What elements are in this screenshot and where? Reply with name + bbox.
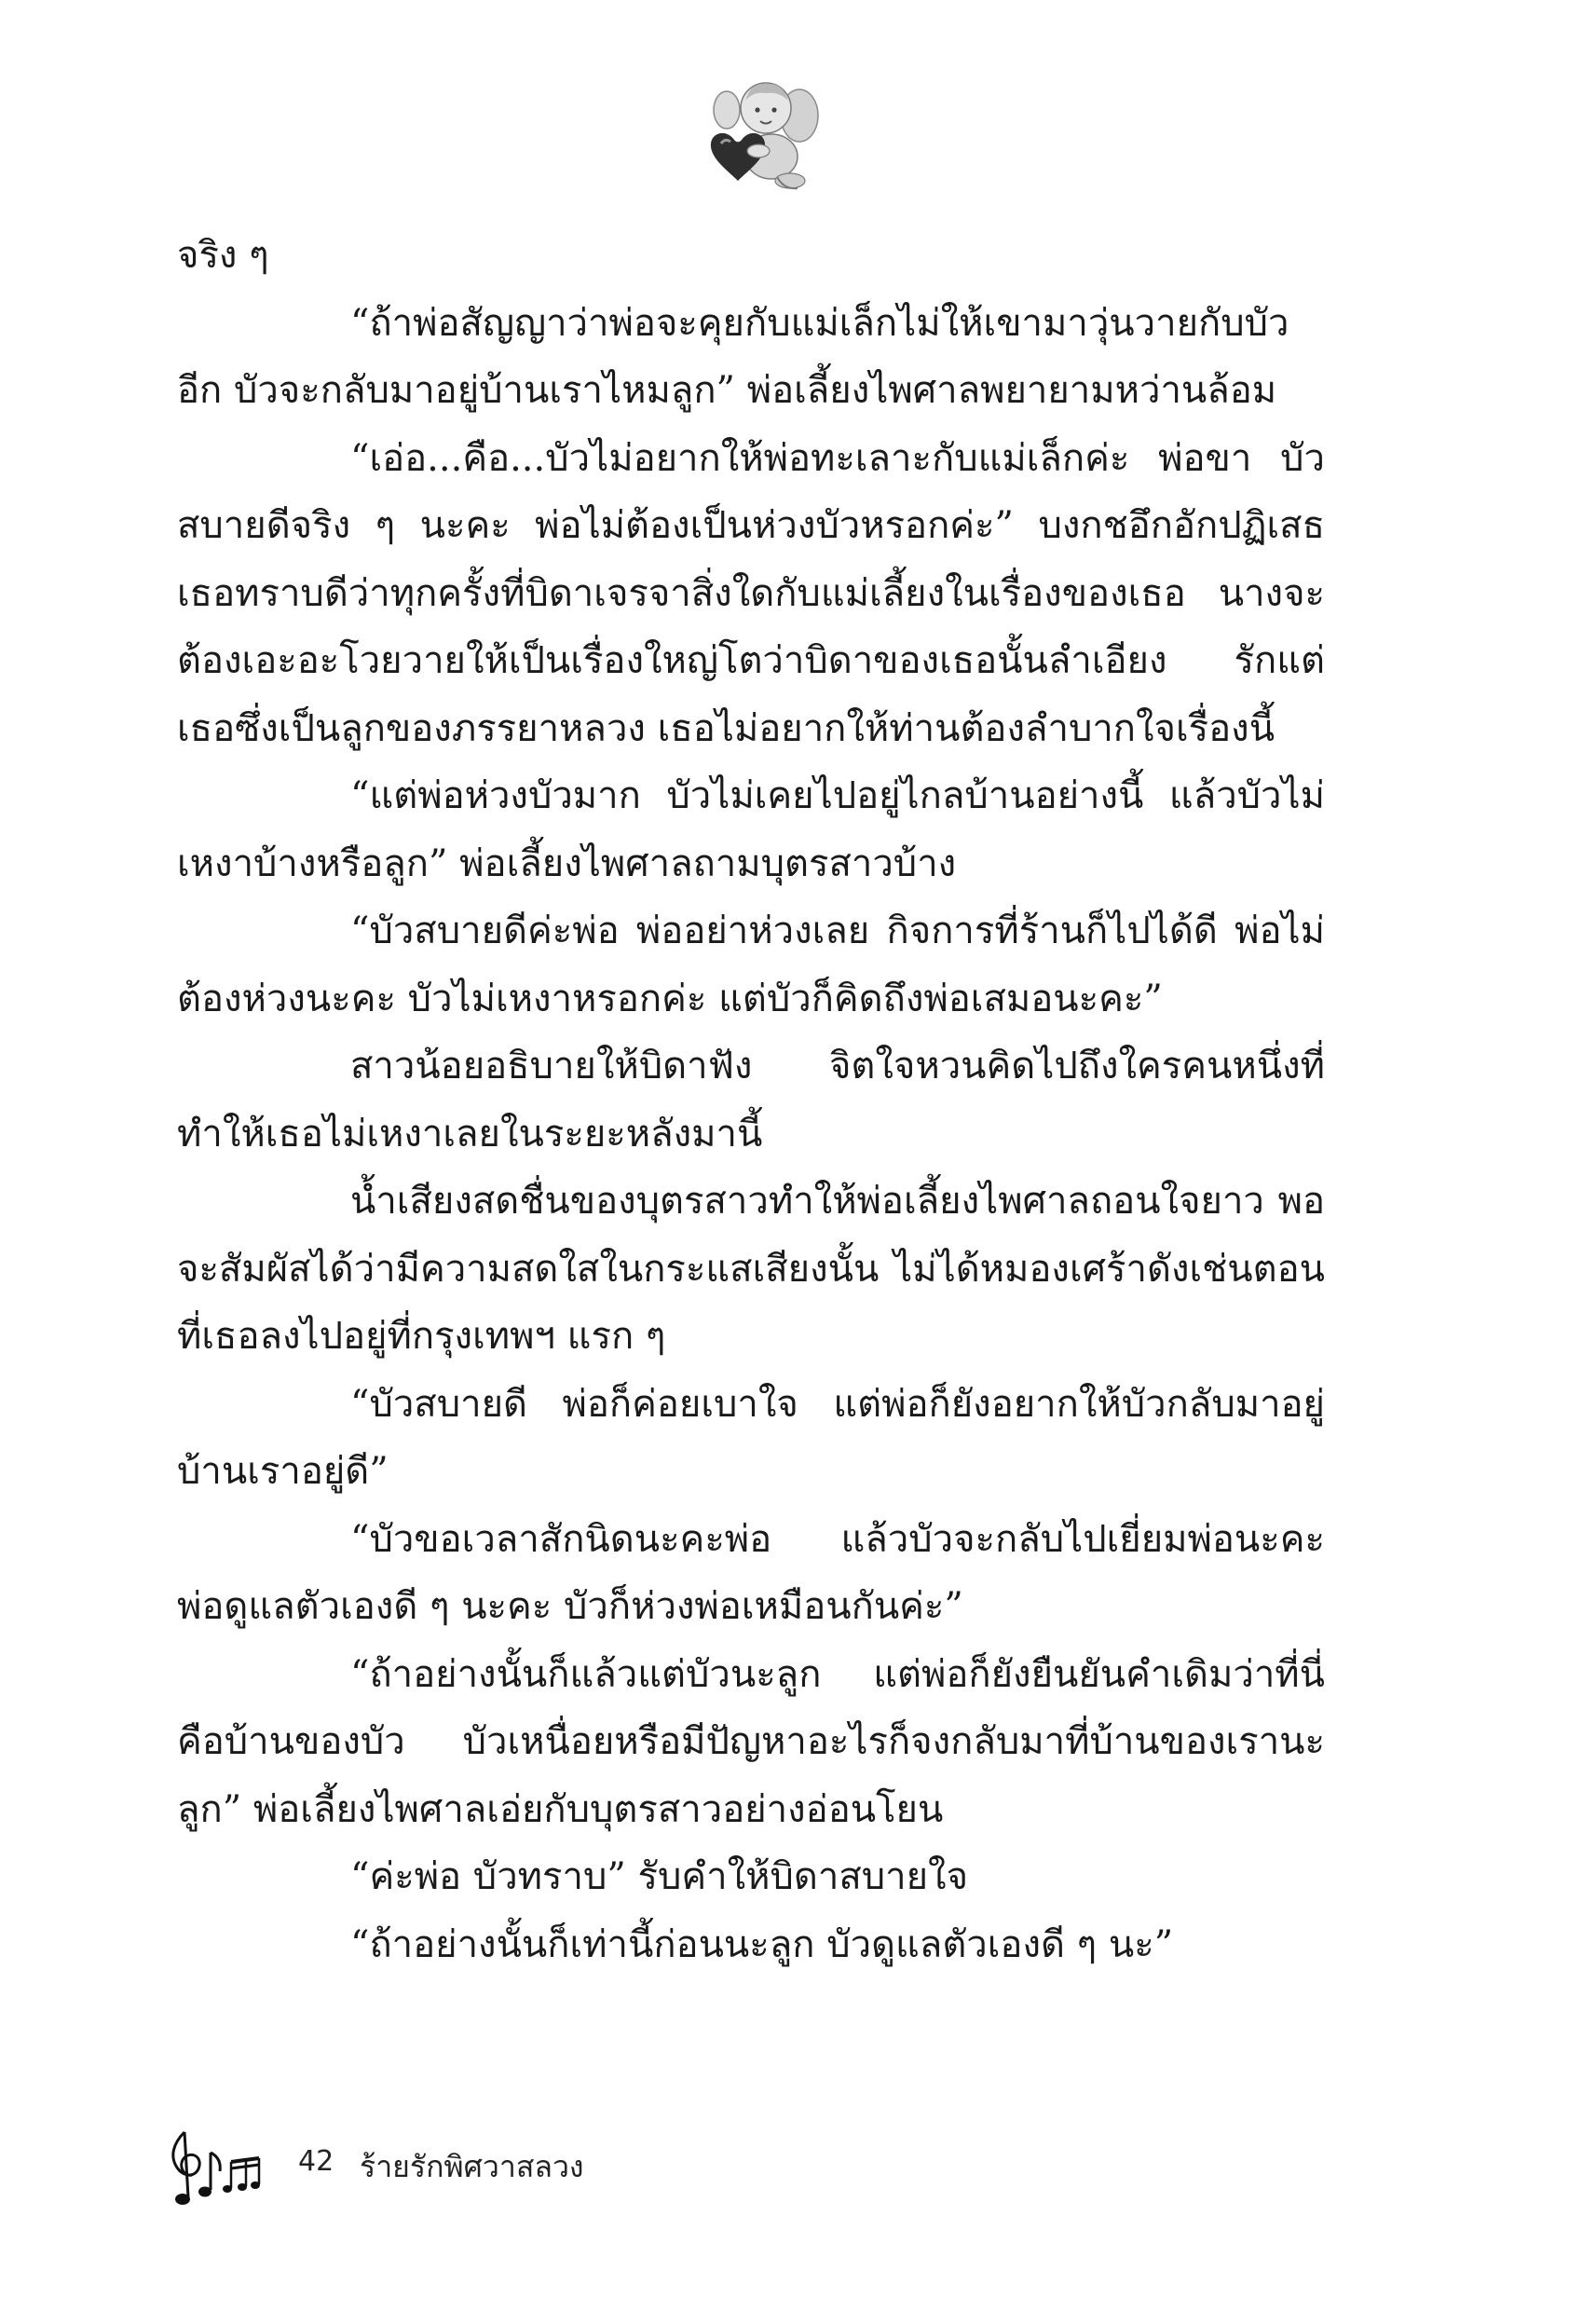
paragraph: “ค่ะพ่อ บัวทราบ” รับคำให้บิดาสบายใจ	[350, 1855, 969, 1898]
music-notes-icon	[157, 2125, 268, 2208]
paragraph: “แต่พ่อห่วงบัวมาก บัวไม่เคยไปอยู่ไกลบ้านอย่างนี้ แล้วบัวไม่เหงาบ้างหรือลูก” พ่อเลี้ยงไพศาลถามบุตรสาวบ้าง	[177, 774, 1325, 885]
paragraph: “ถ้าอย่างนั้นก็เท่านี้ก่อนนะลูก บัวดูแลตัวเองดี ๆ นะ”	[350, 1922, 1174, 1966]
paragraph: สาวน้อยอธิบายให้บิดาฟัง จิตใจหวนคิดไปถึงใครคนหนึ่งที่ทำให้เธอไม่เหงาเลยในระยะหลังมานี้	[177, 1045, 1325, 1156]
paragraph: “บัวขอเวลาสักนิดนะคะพ่อ แล้วบัวจะกลับไปเยี่ยมพ่อนะคะ พ่อดูแลตัวเองดี ๆ นะคะ บัวก็ห่วงพ่อเหมือนกันค่ะ”	[177, 1517, 1325, 1628]
paragraph: “ถ้าอย่างนั้นก็แล้วแต่บัวนะลูก แต่พ่อก็ยังยืนยันคำเดิมว่าที่นี่คือบ้านของบัว บัวเหนื่อยหรือมีปัญหาอะไรก็จงกลับมาที่บ้านของเรานะลูก” พ่อเลี้ยงไพศาลเอ่ยกับบุตรสาวอย่างอ่อนโยน	[177, 1652, 1325, 1831]
book-title: ร้ายรักพิศวาสลวง	[360, 2149, 584, 2184]
body-text	[177, 222, 1325, 1978]
paragraph: “เอ่อ...คือ...บัวไม่อยากให้พ่อทะเลาะกับแม่เล็กค่ะ พ่อขา บัวสบายดีจริง ๆ นะคะ พ่อไม่ต้องเป็นห่วงบัวหรอกค่ะ” บงกชอึกอักปฏิเสธ เธอทราบดีว่าทุกครั้งที่บิดาเจรจาสิ่งใดกับแม่เลี้ยงในเรื่องของเธอ นางจะต้องเอะอะโวยวายให้เป็นเรื่องใหญ่โตว่าบิดาของเธอนั้นลำเอียง รักแต่เธอซึ่งเป็นลูกของภรรยาหลวง เธอไม่อยากให้ท่านต้องลำบากใจเรื่องนี้	[177, 436, 1325, 750]
paragraph: “บัวสบายดี พ่อก็ค่อยเบาใจ แต่พ่อก็ยังอยากให้บัวกลับมาอยู่บ้านเราอยู่ดี”	[177, 1382, 1325, 1493]
paragraph: “บัวสบายดีค่ะพ่อ พ่ออย่าห่วงเลย กิจการที่ร้านก็ไปได้ดี พ่อไม่ต้องห่วงนะคะ บัวไม่เหงาหรอกค่ะ แต่บัวก็คิดถึงพ่อเสมอนะคะ”	[177, 909, 1325, 1020]
page-footer	[157, 2125, 809, 2208]
paragraph: จริง ๆ	[177, 234, 269, 277]
paragraph: “ถ้าพ่อสัญญาว่าพ่อจะคุยกับแม่เล็กไม่ให้เขามาวุ่นวายกับบัวอีก บัวจะกลับมาอยู่บ้านเราไหมลูก” พ่อเลี้ยงไพศาลพยายามหว่านล้อม	[177, 301, 1289, 412]
paragraph: น้ำเสียงสดชื่นของบุตรสาวทำให้พ่อเลี้ยงไพศาลถอนใจยาว พอจะสัมผัสได้ว่ามีความสดใสในกระแสเสียงนั้น ไม่ได้หมองเศร้าดังเช่นตอนที่เธอลงไปอยู่ที่กรุงเทพฯ แรก ๆ	[177, 1180, 1325, 1358]
cupid-heart-icon	[704, 73, 822, 194]
page-number: 42	[298, 2145, 334, 2178]
